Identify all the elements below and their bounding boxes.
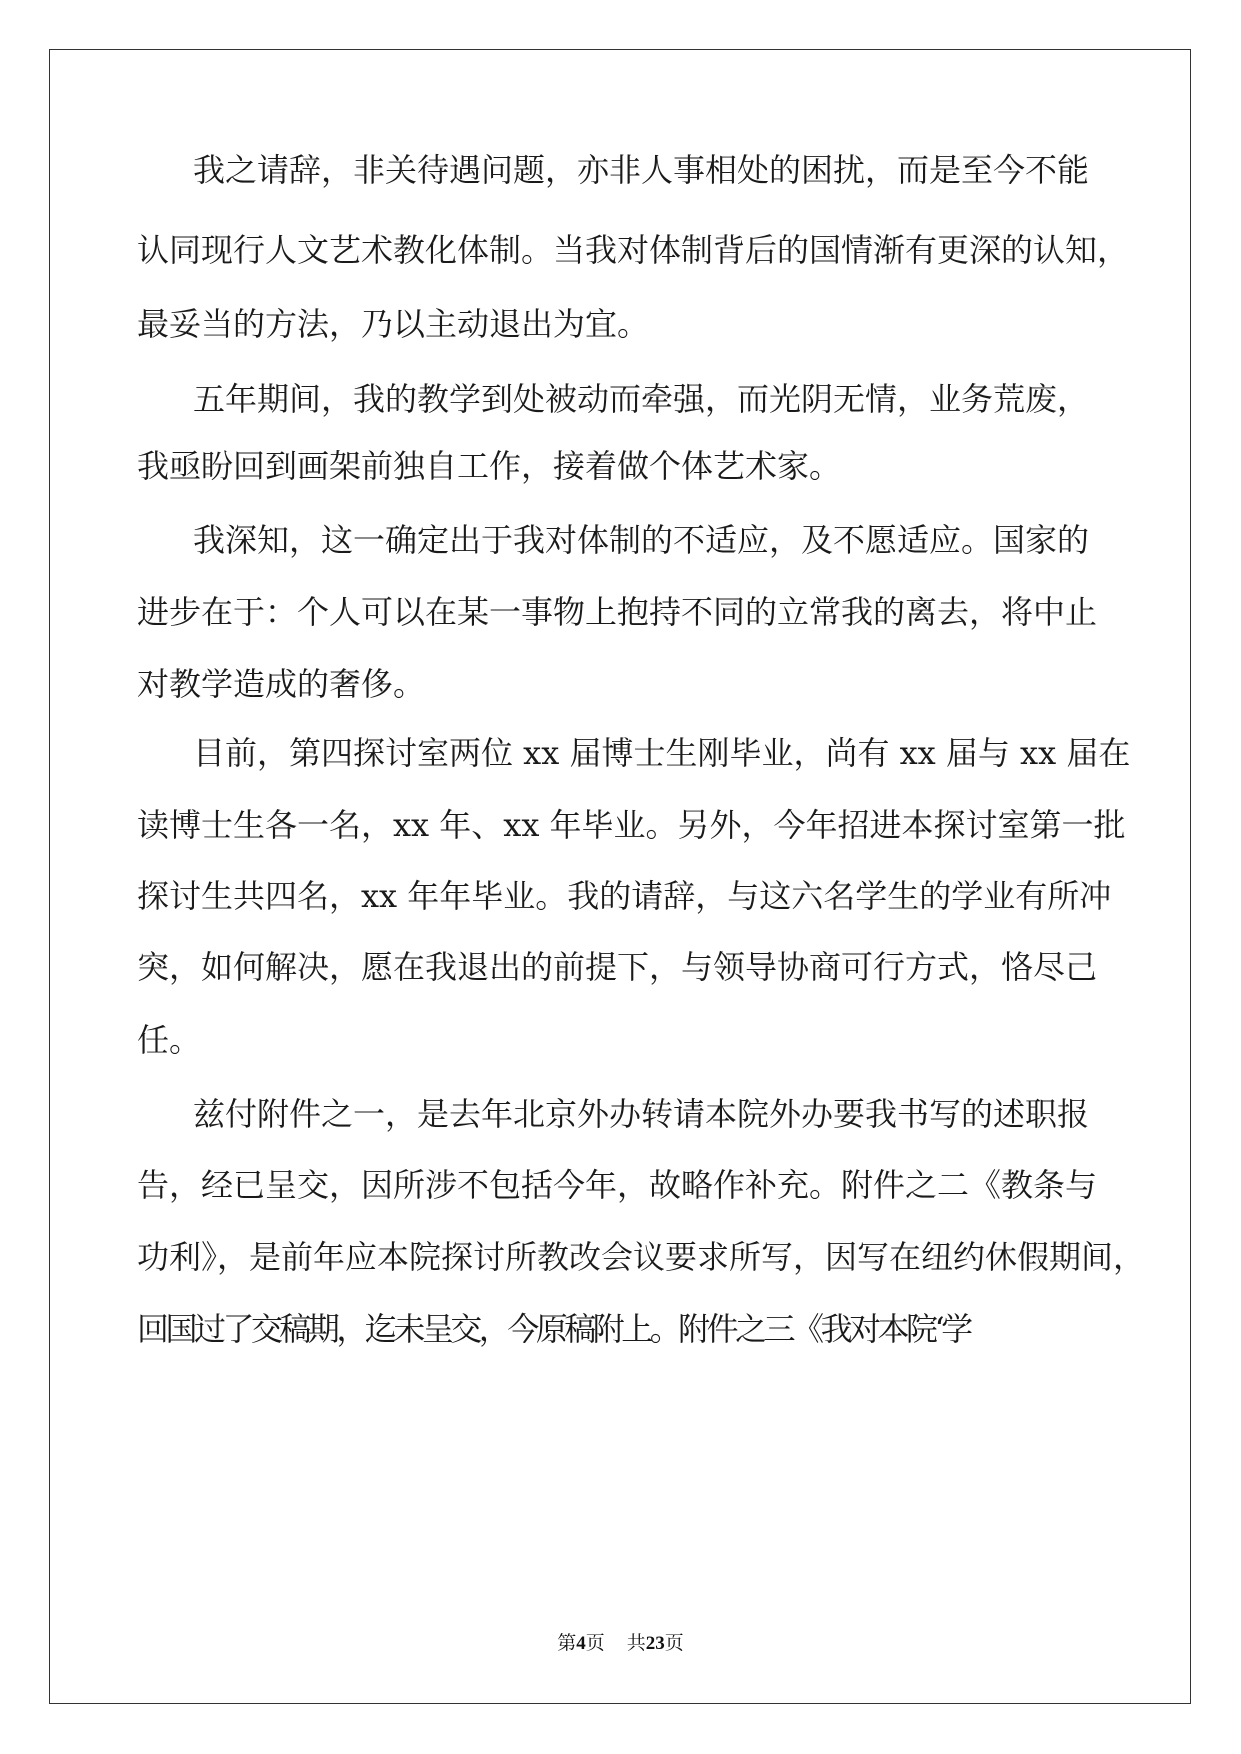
paragraph-line: 任。 (137, 1021, 202, 1059)
paragraph-line: 告，经已呈交，因所涉不包括今年，故略作补充。附件之二《教条与 (137, 1166, 1098, 1204)
paragraph-line: 我亟盼回到画架前独自工作，接着做个体艺术家。 (137, 447, 842, 485)
total-pages-number: 23 (645, 1633, 665, 1654)
paragraph-line: 回国过了交稿期，迄未呈交，今原稿附上。附件之三《我对本院‘学 (137, 1310, 970, 1348)
paragraph-line: 突，如何解决，愿在我退出的前提下，与领导协商可行方式，恪尽己 (137, 948, 1098, 986)
footer-total-prefix: 共 (626, 1633, 646, 1654)
paragraph-line: 目前，第四探讨室两位 xx 届博士生刚毕业，尚有 xx 届与 xx 届在 (193, 734, 1131, 772)
current-page-number: 4 (576, 1633, 586, 1654)
paragraph-line: 探讨生共四名，xx 年年毕业。我的请辞，与这六名学生的学业有所冲 (137, 877, 1112, 915)
paragraph-line: 最妥当的方法，乃以主动退出为宜。 (137, 305, 650, 343)
paragraph-line: 兹付附件之一，是去年北京外办转请本院外办要我书写的述职报 (193, 1095, 1090, 1133)
footer-page-unit: 页 (585, 1633, 605, 1654)
paragraph-line: 读博士生各一名，xx 年、xx 年毕业。另外，今年招进本探讨室第一批 (137, 806, 1126, 844)
footer-total-unit: 页 (664, 1633, 684, 1654)
footer-prefix: 第 (557, 1633, 577, 1654)
paragraph-line: 我之请辞，非关待遇问题，亦非人事相处的困扰，而是至今不能 (193, 151, 1090, 189)
paragraph-line: 认同现行人文艺术教化体制。当我对体制背后的国情渐有更深的认知， (137, 231, 1130, 269)
paragraph-line: 我深知，这一确定出于我对体制的不适应，及不愿适应。国家的 (193, 521, 1090, 559)
page-footer (0, 1628, 1241, 1655)
paragraph-line: 功利》，是前年应本院探讨所教改会议要求所写，因写在纽约休假期间， (137, 1238, 1146, 1276)
paragraph-line: 进步在于：个人可以在某一事物上抱持不同的立常我的离去，将中止 (137, 593, 1098, 631)
paragraph-line: 对教学造成的奢侈。 (137, 665, 426, 703)
paragraph-line: 五年期间，我的教学到处被动而牵强，而光阴无情，业务荒废， (193, 380, 1090, 418)
